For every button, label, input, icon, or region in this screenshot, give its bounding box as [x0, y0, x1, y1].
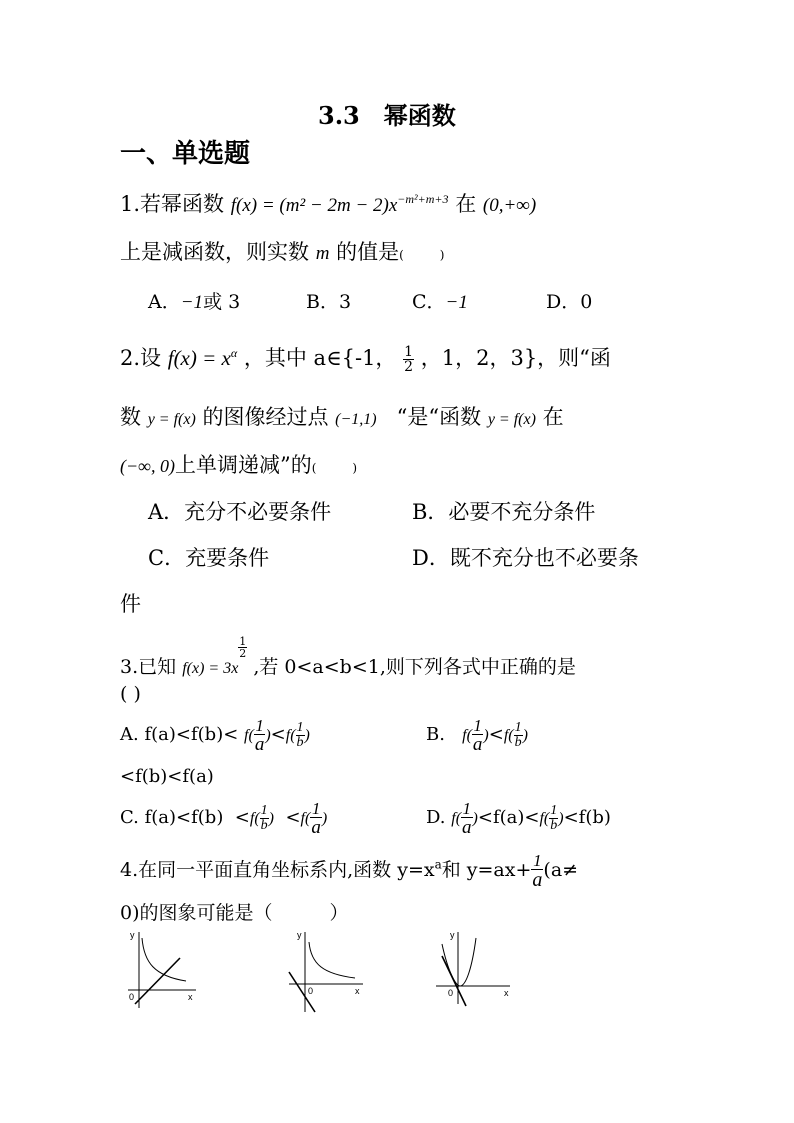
q3-option-c: [120, 798, 327, 839]
q3-a-frac2: [296, 721, 305, 750]
graph-3-x-label: x: [504, 988, 509, 998]
q3-c-frac1-den: b: [260, 817, 268, 833]
q1-interval-word: 在: [455, 192, 477, 216]
graph-3-origin-label: 0: [448, 988, 454, 998]
q3-a-frac2-num: 1: [296, 719, 304, 735]
q2-half-fraction: [403, 345, 414, 374]
q3-c-lt2: <: [285, 807, 301, 828]
q1-exponent: −m²+m+3: [397, 192, 449, 206]
section-heading: 一、单选题: [120, 139, 251, 169]
q1-option-c-label: C．: [412, 291, 446, 313]
q2-prefix: 2.设: [120, 346, 162, 370]
q3-b-frac2: [514, 721, 523, 750]
q2-text1: ，其中 a∈{-1，: [243, 346, 397, 370]
q4-graph-3: [428, 926, 518, 1016]
q3-d-f2-close: ): [558, 810, 564, 827]
q2-point: (−1,1): [335, 411, 377, 428]
q3-b-f1: f(: [462, 727, 472, 744]
graph-2-power-curve: [309, 942, 355, 978]
q2-option-c: C．充要条件: [148, 546, 270, 570]
graph-1-y-label: y: [130, 930, 135, 940]
q1-line2-b: 的值是: [336, 240, 400, 264]
q3-d-f1: f(: [451, 810, 462, 827]
q1-option-d: D．0: [546, 291, 593, 313]
q3-c-f2-close: ): [321, 810, 328, 827]
q4-frac-den: a: [532, 869, 543, 891]
graph-3-y-label: y: [450, 930, 455, 940]
q3-b-f2-close: ): [522, 727, 528, 744]
q3-option-d-label: D.: [426, 807, 446, 828]
q2-text2: ，1，2，3}，则“函: [420, 346, 611, 370]
graph-2-origin-label: 0: [308, 986, 314, 996]
q3-a-f1-close: ): [265, 727, 271, 744]
q2-answer-blank: ( ): [311, 461, 358, 475]
q3-a-f1: f(: [244, 727, 254, 744]
q3-d-f2: f(: [539, 810, 550, 827]
q4-sup: a: [434, 857, 442, 872]
q4-fraction: [531, 852, 543, 890]
question-4-line-1: [120, 848, 578, 892]
q1-line2-a: 上是减函数，则实数: [120, 240, 309, 264]
q3-c-frac1: [260, 804, 269, 833]
q4-line1-c: (a≠: [543, 859, 579, 881]
q3-c-f1: f(: [249, 810, 260, 827]
q2-interval: (−∞, 0): [120, 456, 175, 476]
q3-a-frac1: [254, 717, 266, 754]
q1-option-a-tail: 或 3: [203, 291, 241, 313]
q3-prefix: 3.已知: [120, 656, 177, 678]
q2-half-num: 1: [404, 344, 414, 360]
q3-d-frac2-num: 1: [550, 802, 558, 818]
q3-b-frac2-den: b: [514, 734, 522, 750]
q3-option-b: [426, 715, 528, 756]
graph-2-x-label: x: [355, 986, 360, 996]
graph-3-line: [442, 956, 466, 1006]
q3-d-f1-close: ): [472, 810, 478, 827]
q4-line1-b: 和 y=ax+: [441, 859, 532, 881]
q3-b-frac1-den: a: [472, 733, 483, 755]
q2-option-d: D．既不充分也不必要条: [412, 546, 639, 570]
q1-interval: (0,+∞): [482, 195, 537, 216]
q3-b-lt: <: [488, 724, 504, 745]
graph-1-origin-label: 0: [129, 992, 135, 1002]
question-2-line-1: [120, 345, 611, 374]
q3-c-f1-close: ): [268, 810, 274, 827]
q1-prefix: 1.若幂函数: [120, 192, 225, 216]
q2-func-2: y = f(x): [487, 411, 536, 428]
q2-option-a: A．充分不必要条件: [148, 500, 332, 524]
q4-frac-num: 1: [533, 851, 542, 870]
q2-line2-a: 数: [120, 405, 141, 429]
q3-a-f2: f(: [285, 727, 296, 744]
q3-c-lt1: <: [234, 807, 250, 828]
q3-d-frac1-den: a: [462, 816, 472, 838]
q2-line3-text: 上单调递减”的: [174, 453, 312, 477]
q1-formula: f(x) = (m² − 2m − 2)x: [230, 195, 398, 216]
q2-half-den: 2: [404, 359, 414, 375]
question-1-line-2: [120, 240, 444, 267]
q2-exponent: α: [230, 346, 238, 360]
question-3-line-1: [120, 636, 576, 689]
q3-c-frac2-num: 1: [311, 798, 321, 818]
q3-exp-num: 1: [239, 635, 247, 648]
q3-d-frac2: [549, 804, 558, 833]
graph-1-x-label: x: [188, 992, 193, 1002]
q1-option-c-value: −1: [445, 292, 468, 313]
q2-option-b: B．必要不充分条件: [412, 500, 596, 524]
q3-b-frac1: [472, 717, 484, 754]
q3-c-frac2-den: a: [311, 816, 321, 838]
q3-b-frac2-num: 1: [514, 719, 522, 735]
q3-d-mid: <f(a)<: [477, 807, 540, 828]
q3-d-frac2-den: b: [550, 817, 558, 833]
q3-option-a-text: f(a)<f(b)<: [144, 724, 239, 745]
q3-answer-blank: ( ): [120, 683, 141, 705]
q3-d-frac1: [461, 800, 473, 837]
q3-formula: f(x) = 3x: [182, 660, 239, 677]
q3-a-lt: <: [270, 724, 286, 745]
q3-option-a-label: A.: [120, 724, 139, 745]
q1-option-a-label: A．: [148, 291, 181, 313]
q3-c-frac2: [310, 800, 322, 837]
q4-line1: 4.在同一平面直角坐标系内,函数 y=x: [120, 859, 435, 881]
q4-graph-1: [118, 926, 208, 1016]
graph-3-power-curve: [442, 938, 476, 986]
q3-option-b-label: B.: [426, 724, 445, 745]
q3-option-c-text: f(a)<f(b): [144, 807, 224, 828]
question-2-line-2: [120, 405, 564, 432]
q3-d-frac1-num: 1: [462, 798, 472, 818]
q3-option-d: [426, 798, 611, 839]
q1-option-a-value: −1: [180, 292, 204, 313]
q3-c-f2: f(: [300, 810, 311, 827]
q3-option-b-continued: <f(b)<f(a): [120, 766, 214, 787]
q3-option-a: [120, 715, 310, 756]
q1-var: m: [315, 243, 330, 264]
graph-1-line: [135, 958, 180, 1004]
q3-d-end: <f(b): [563, 807, 611, 828]
q3-a-frac1-num: 1: [255, 715, 264, 735]
q3-text: ,若 0<a<b<1,则下列各式中正确的是: [253, 656, 576, 678]
q4-graph-2: [283, 926, 373, 1016]
q3-c-frac1-num: 1: [260, 802, 268, 818]
q3-exponent-fraction: [238, 636, 247, 659]
q2-func-1: y = f(x): [147, 411, 196, 428]
question-4-line-2: 0)的图象可能是（ ）: [120, 902, 349, 924]
q2-line2-b: 的图像经过点: [202, 405, 329, 429]
q1-option-b: B．3: [306, 291, 352, 313]
q3-option-c-label: C.: [120, 807, 139, 828]
graph-2-y-label: y: [297, 930, 302, 940]
question-2-line-3: [120, 453, 357, 480]
q3-a-frac2-den: b: [296, 734, 304, 750]
q3-a-frac1-den: a: [254, 733, 265, 755]
q3-a-f2-close: ): [304, 727, 310, 744]
q2-line2-c: “是“函数: [396, 405, 482, 429]
question-1-line-1: [120, 192, 536, 218]
q1-answer-blank: ( ): [399, 248, 445, 262]
q2-option-d-continued: 件: [120, 592, 141, 616]
q1-option-c: [412, 291, 468, 314]
q3-exp-den: 2: [239, 647, 247, 660]
page-title: 3.3 幂函数: [318, 101, 456, 130]
q3-b-f2: f(: [503, 727, 514, 744]
q2-line2-d: 在: [542, 405, 564, 429]
q3-b-frac1-num: 1: [473, 715, 482, 735]
q2-formula: f(x) = x: [167, 346, 231, 370]
q1-option-a: [148, 291, 240, 314]
q3-b-f1-close: ): [483, 727, 489, 744]
